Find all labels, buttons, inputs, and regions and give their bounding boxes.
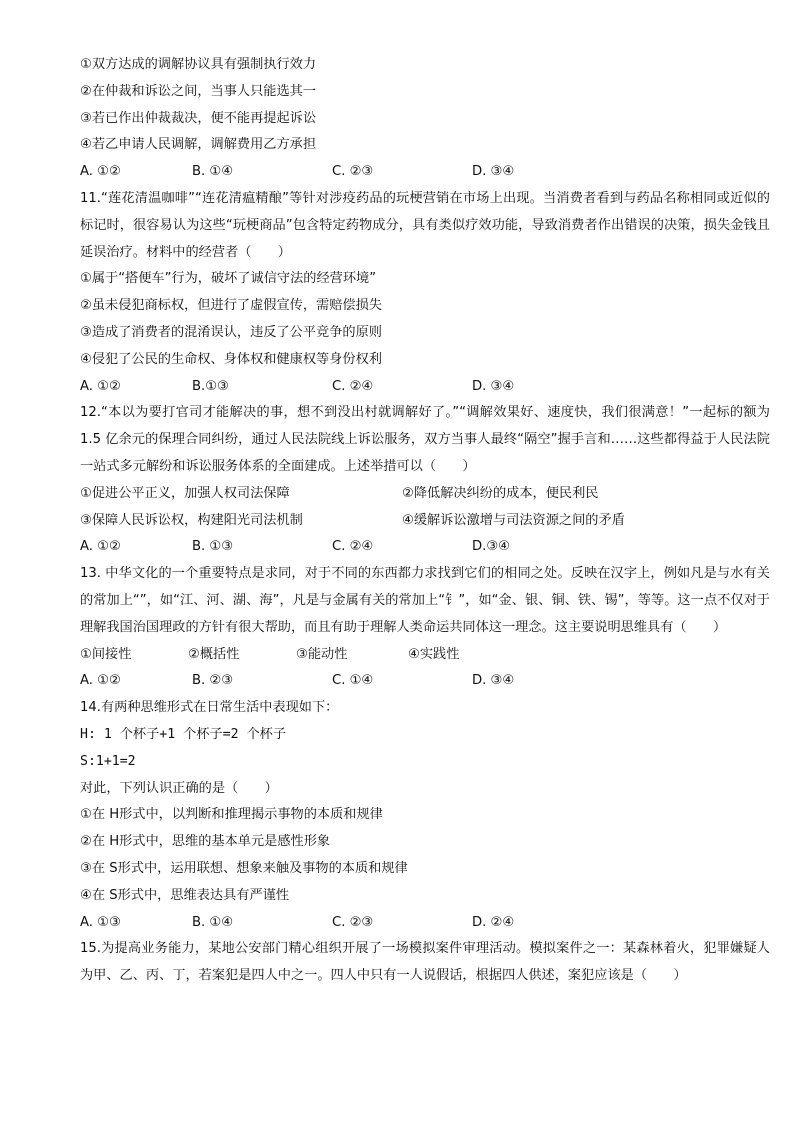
q10-statement-4: ④若乙申请人民调解，调解费用乙方承担 [80, 137, 317, 153]
q11-statement-2: ②虽未侵犯商标权，但进行了虚假宣传，需赔偿损失 [80, 298, 382, 314]
exam-page [80, 52, 770, 990]
q14-option-d: D. ②④ [472, 914, 515, 930]
q14-statement-1: ①在 H形式中，以判断和推理揭示事物的本质和规律 [80, 807, 383, 823]
q11-option-c: C. ②④ [332, 378, 374, 394]
q12-statement-3: ③保障人民诉讼权，构建阳光司法机制 [80, 512, 303, 528]
q12-options [80, 534, 770, 561]
q14-s-form: S:1+1=2 [80, 753, 136, 769]
q11-option-b: B.①③ [192, 378, 229, 394]
q14-statement-3: ③在 S形式中，运用联想、想象来触及事物的本质和规律 [80, 860, 408, 876]
q10-option-b: B. ①④ [192, 164, 234, 180]
q14-option-b: B. ①④ [192, 914, 234, 930]
q10-option-c: C. ②③ [332, 164, 374, 180]
q12-statement-4: ④缓解诉讼激增与司法资源之间的矛盾 [402, 512, 625, 528]
q14-h-form: H: 1 个杯子+1 个杯子=2 个杯子 [80, 726, 287, 742]
q13-options [80, 668, 770, 695]
q14-question: 对此，下列认识正确的是（ ） [80, 780, 278, 796]
q10-option-a: A. ①② [80, 164, 121, 180]
q11-statement-1: ①属于“搭便车”行为，破坏了诚信守法的经营环境” [80, 271, 377, 287]
q13-stem: 13. 中华文化的一个重要特点是求同，对于不同的东西都力求找到它们的相同之处。反映在汉字上，例如凡是与水有关的常加上“”，如“江、河、湖、海”，凡是与金属有关的常加上“钅”，如“金、银、铜、铁、锡”，等等。这一点不仅对于理解我国治国理政的方针有很大帮助，而且有助于理解人类命运共同体这一理念。这主要说明思维具有（ ） [80, 566, 770, 635]
q10-statement-3: ③若已作出仲裁裁决，便不能再提起诉讼 [80, 110, 317, 126]
q14-statement-2: ②在 H形式中，思维的基本单元是感性形象 [80, 834, 331, 850]
q14-option-a: A. ①③ [80, 914, 121, 930]
q12-statement-row-1 [80, 481, 770, 508]
q15-block [80, 936, 770, 990]
q10-options [80, 159, 770, 186]
q13-option-d: D. ③④ [472, 673, 515, 689]
q14-option-c: C. ②③ [332, 914, 374, 930]
q14-stem: 14.有两种思维形式在日常生活中表现如下： [80, 700, 339, 716]
q10-block [80, 52, 770, 186]
q12-stem: 12.“本以为要打官司才能解决的事，想不到没出村就调解好了。”“调解效果好、速度快，我们很满意！”一起标的额为 1.5 亿余元的保理合同纠纷，通过人民法院线上诉讼服务，双方当事人最终“隔空”握手言和……这些都得益于人民法院一站式多元解纷和诉讼服务体系的全面建成。上述举措可以（ ） [80, 405, 770, 474]
q11-option-d: D. ③④ [472, 378, 515, 394]
q12-option-c: C. ②④ [332, 539, 374, 555]
q10-statement-1: ①双方达成的调解协议具有强制执行效力 [80, 57, 317, 72]
q13-option-a: A. ①② [80, 673, 121, 689]
q12-option-a: A. ①② [80, 539, 121, 555]
q12-statement-2: ②降低解决纠纷的成本，便民利民 [402, 485, 599, 501]
q11-statement-4: ④侵犯了公民的生命权、身体权和健康权等身份权利 [80, 351, 382, 367]
q12-statement-row-2 [80, 508, 770, 535]
q13-option-b: B. ②③ [192, 673, 234, 689]
q11-options [80, 374, 770, 401]
q13-statement-4: ④实践性 [408, 646, 460, 662]
q12-option-b: B. ①③ [192, 539, 234, 555]
q12-option-d: D.③④ [472, 539, 510, 555]
q10-option-d: D. ③④ [472, 164, 515, 180]
q11-option-a: A. ①② [80, 378, 121, 394]
q14-block [80, 695, 770, 936]
q12-statement-1: ①促进公平正义，加强人权司法保障 [80, 485, 290, 501]
q14-statement-4: ④在 S形式中，思维表达具有严谨性 [80, 887, 290, 903]
q11-block [80, 186, 770, 400]
q15-stem: 15.为提高业务能力，某地公安部门精心组织开展了一场模拟案件审理活动。模拟案件之一：某森林着火，犯罪嫌疑人为甲、乙、丙、丁，若案犯是四人中之一。四人中只有一人说假话，根据四人供述，案犯应该是（ ） [80, 941, 770, 984]
q13-statements [80, 642, 770, 669]
q12-block [80, 400, 770, 561]
q11-stem: 11.“莲花清温咖啡”“连花清瘟精酿”等针对涉疫药品的玩梗营销在市场上出现。当消费者看到与药品名称相同或近似的标记时，很容易认为这些“玩梗商品”包含特定药物成分，具有类似疗效功能，导致消费者作出错误的决策，损失金钱且延误治疗。材料中的经营者（ ） [80, 190, 770, 260]
q13-statement-1: ①间接性 [80, 646, 132, 662]
q13-statement-3: ③能动性 [296, 646, 348, 662]
q13-statement-2: ②概括性 [188, 646, 240, 662]
q14-options [80, 910, 770, 937]
q11-statement-3: ③造成了消费者的混淆误认，违反了公平竞争的原则 [80, 324, 382, 340]
q13-block [80, 561, 770, 695]
q10-statement-2: ②在仲裁和诉讼之间，当事人只能选其一 [80, 83, 317, 99]
q13-option-c: C. ①④ [332, 673, 374, 689]
